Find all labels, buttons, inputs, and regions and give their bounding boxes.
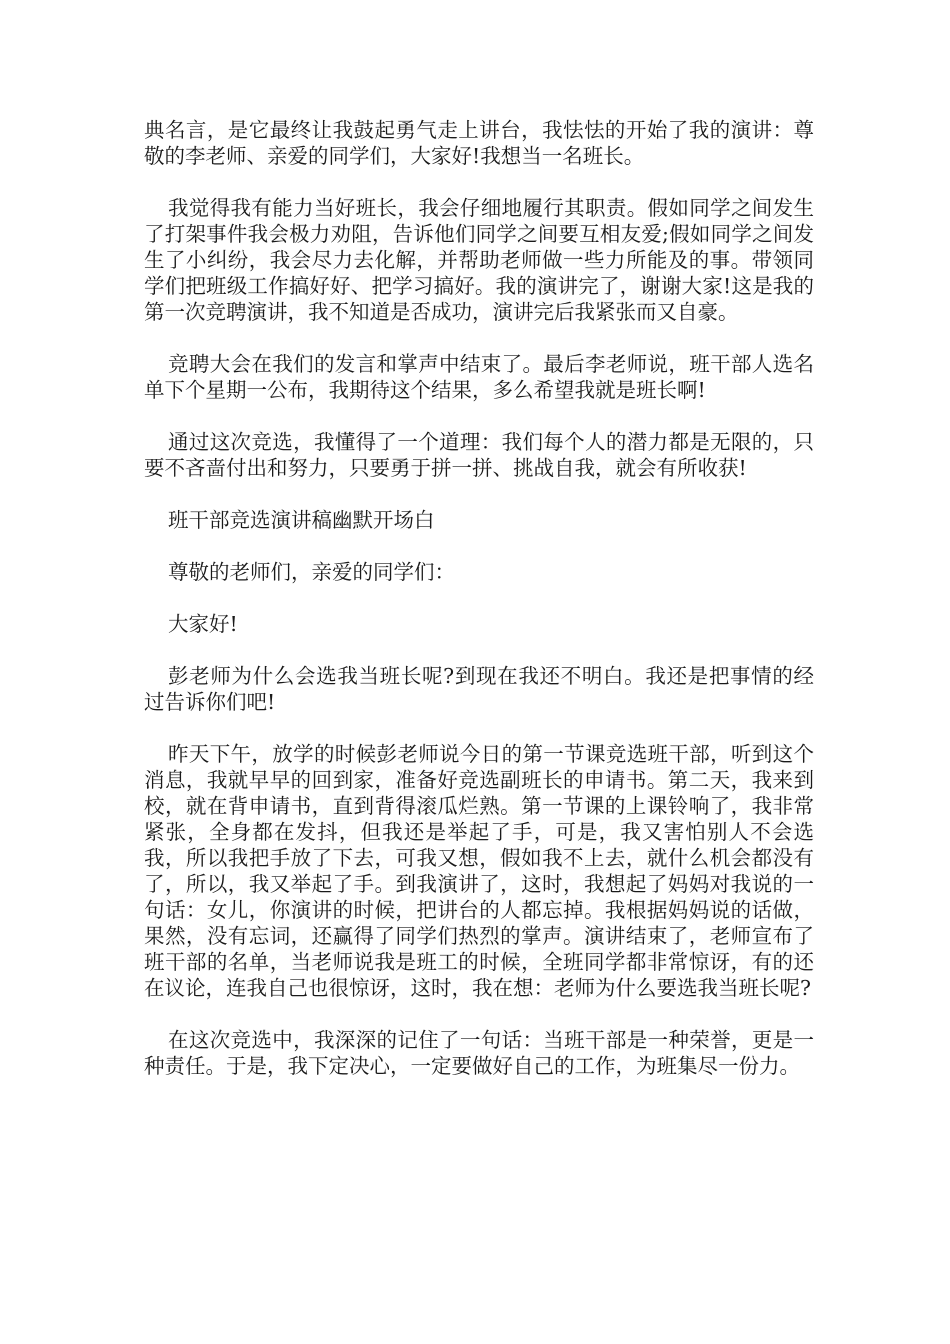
paragraph-greeting: 大家好!	[168, 612, 238, 636]
paragraph-election-end: 竞聘大会在我们的发言和掌声中结束了。最后李老师说，班干部人选名单下个星期一公布，我期待这个结果，多么希望我就是班长啊!	[144, 352, 814, 402]
paragraph-question: 彭老师为什么会选我当班长呢?到现在我还不明白。我还是把事情的经过告诉你们吧!	[144, 664, 814, 714]
paragraph-conclusion: 在这次竞选中，我深深的记住了一句话：当班干部是一种荣誉，更是一种责任。于是，我下定决心，一定要做好自己的工作，为班集尽一份力。	[144, 1028, 814, 1078]
document-page	[144, 117, 814, 1105]
paragraph-story: 昨天下午，放学的时候彭老师说今日的第一节课竞选班干部，听到这个消息，我就早早的回到家，准备好竞选副班长的申请书。第二天，我来到校，就在背申请书，直到背得滚瓜烂熟。第一节课的上课铃响了，我非常紧张，全身都在发抖，但我还是举起了手，可是，我又害怕别人不会选我，所以我把手放了下去，可我又想，假如我不上去，就什么机会都没有了，所以，我又举起了手。到我演讲了，这时，我想起了妈妈对我说的一句话：女儿，你演讲的时候，把讲台的人都忘掉。我根据妈妈说的话做，果然，没有忘词，还赢得了同学们热烈的掌声。演讲结束了，老师宣布了班干部的名单，当老师说我是班工的时候，全班同学都非常惊讶，有的还在议论，连我自己也很惊讶，这时，我在想：老师为什么要选我当班长呢?	[144, 742, 814, 1000]
paragraph-speech-opening: 典名言，是它最终让我鼓起勇气走上讲台，我怯怯的开始了我的演讲：尊敬的李老师、亲爱的同学们，大家好!我想当一名班长。	[144, 118, 814, 168]
section-heading: 班干部竞选演讲稿幽默开场白	[168, 508, 435, 532]
paragraph-duties: 我觉得我有能力当好班长，我会仔细地履行其职责。假如同学之间发生了打架事件我会极力劝阻，告诉他们同学之间要互相友爱;假如同学之间发生了小纠纷，我会尽力去化解，并帮助老师做一些力所能及的事。带领同学们把班级工作搞好好、把学习搞好。我的演讲完了，谢谢大家!这是我的第一次竞聘演讲，我不知道是否成功，演讲完后我紧张而又自豪。	[144, 196, 814, 324]
paragraph-lesson: 通过这次竞选，我懂得了一个道理：我们每个人的潜力都是无限的，只要不吝啬付出和努力，只要勇于拼一拼、挑战自我，就会有所收获!	[144, 430, 814, 480]
paragraph-salutation: 尊敬的老师们，亲爱的同学们：	[168, 560, 455, 584]
